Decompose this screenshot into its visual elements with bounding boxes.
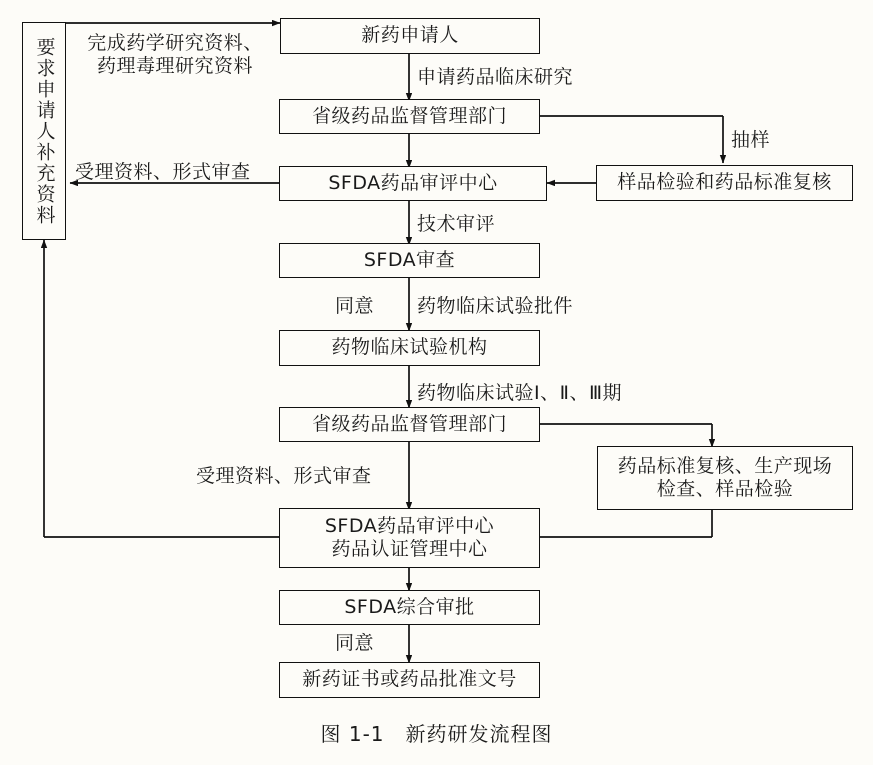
edge-label-apply-clinical: 申请药品临床研究 <box>417 66 574 88</box>
node-sfda-review-label: SFDA审查 <box>363 248 456 271</box>
node-trial-organization[interactable] <box>279 330 540 366</box>
edge-label-complete-research <box>70 32 280 78</box>
node-require-supplement-label: 要求申请人补充资料 <box>33 36 56 226</box>
node-certificate[interactable] <box>279 662 540 698</box>
edge-label-tech-review: 技术审评 <box>417 213 496 235</box>
node-standard-check[interactable] <box>597 446 853 510</box>
node-sfda-review[interactable] <box>279 243 540 278</box>
node-sample-test[interactable] <box>596 165 853 201</box>
edge-label-complete-research-line1: 完成药学研究资料、 <box>87 32 263 54</box>
node-final-approval[interactable] <box>279 590 540 625</box>
edge-label-trial-phases: 药物临床试验Ⅰ、Ⅱ、Ⅲ期 <box>417 382 623 404</box>
node-cde-2[interactable] <box>279 508 540 568</box>
node-applicant[interactable] <box>280 18 540 54</box>
node-provincial-authority-2[interactable] <box>279 407 540 442</box>
node-cde-2-line1: SFDA药品审评中心 <box>324 514 495 537</box>
edge-label-clinical-approval: 药物临床试验批件 <box>417 295 574 317</box>
node-trial-organization-label: 药物临床试验机构 <box>331 336 488 359</box>
node-applicant-label: 新药申请人 <box>361 24 459 47</box>
node-sample-test-label: 样品检验和药品标准复核 <box>617 171 832 194</box>
edge-label-agree-2: 同意 <box>335 632 375 654</box>
node-provincial-authority-1[interactable] <box>279 99 540 134</box>
node-provincial-authority-1-label: 省级药品监督管理部门 <box>311 104 507 127</box>
node-cde-2-line2: 药品认证管理中心 <box>331 538 488 560</box>
figure-caption: 图 1-1 新药研发流程图 <box>320 722 553 746</box>
edge-label-accept-form-2: 受理资料、形式审查 <box>196 465 372 487</box>
node-provincial-authority-2-label: 省级药品监督管理部门 <box>311 412 507 435</box>
node-cde-1[interactable] <box>279 166 547 201</box>
edge-label-sampling: 抽样 <box>731 129 771 151</box>
node-final-approval-label: SFDA综合审批 <box>344 595 475 618</box>
edge-label-agree-1: 同意 <box>335 295 375 317</box>
edge-label-accept-form-1: 受理资料、形式审查 <box>75 161 251 183</box>
node-standard-check-line1: 药品标准复核、生产现场 <box>617 454 833 477</box>
node-cde-1-label: SFDA药品审评中心 <box>328 171 498 194</box>
edge-label-complete-research-line2: 药理毒理研究资料 <box>96 54 253 77</box>
node-standard-check-line2: 检查、样品检验 <box>656 478 794 500</box>
node-certificate-label: 新药证书或药品批准文号 <box>302 668 517 691</box>
node-require-supplement[interactable] <box>22 22 66 240</box>
